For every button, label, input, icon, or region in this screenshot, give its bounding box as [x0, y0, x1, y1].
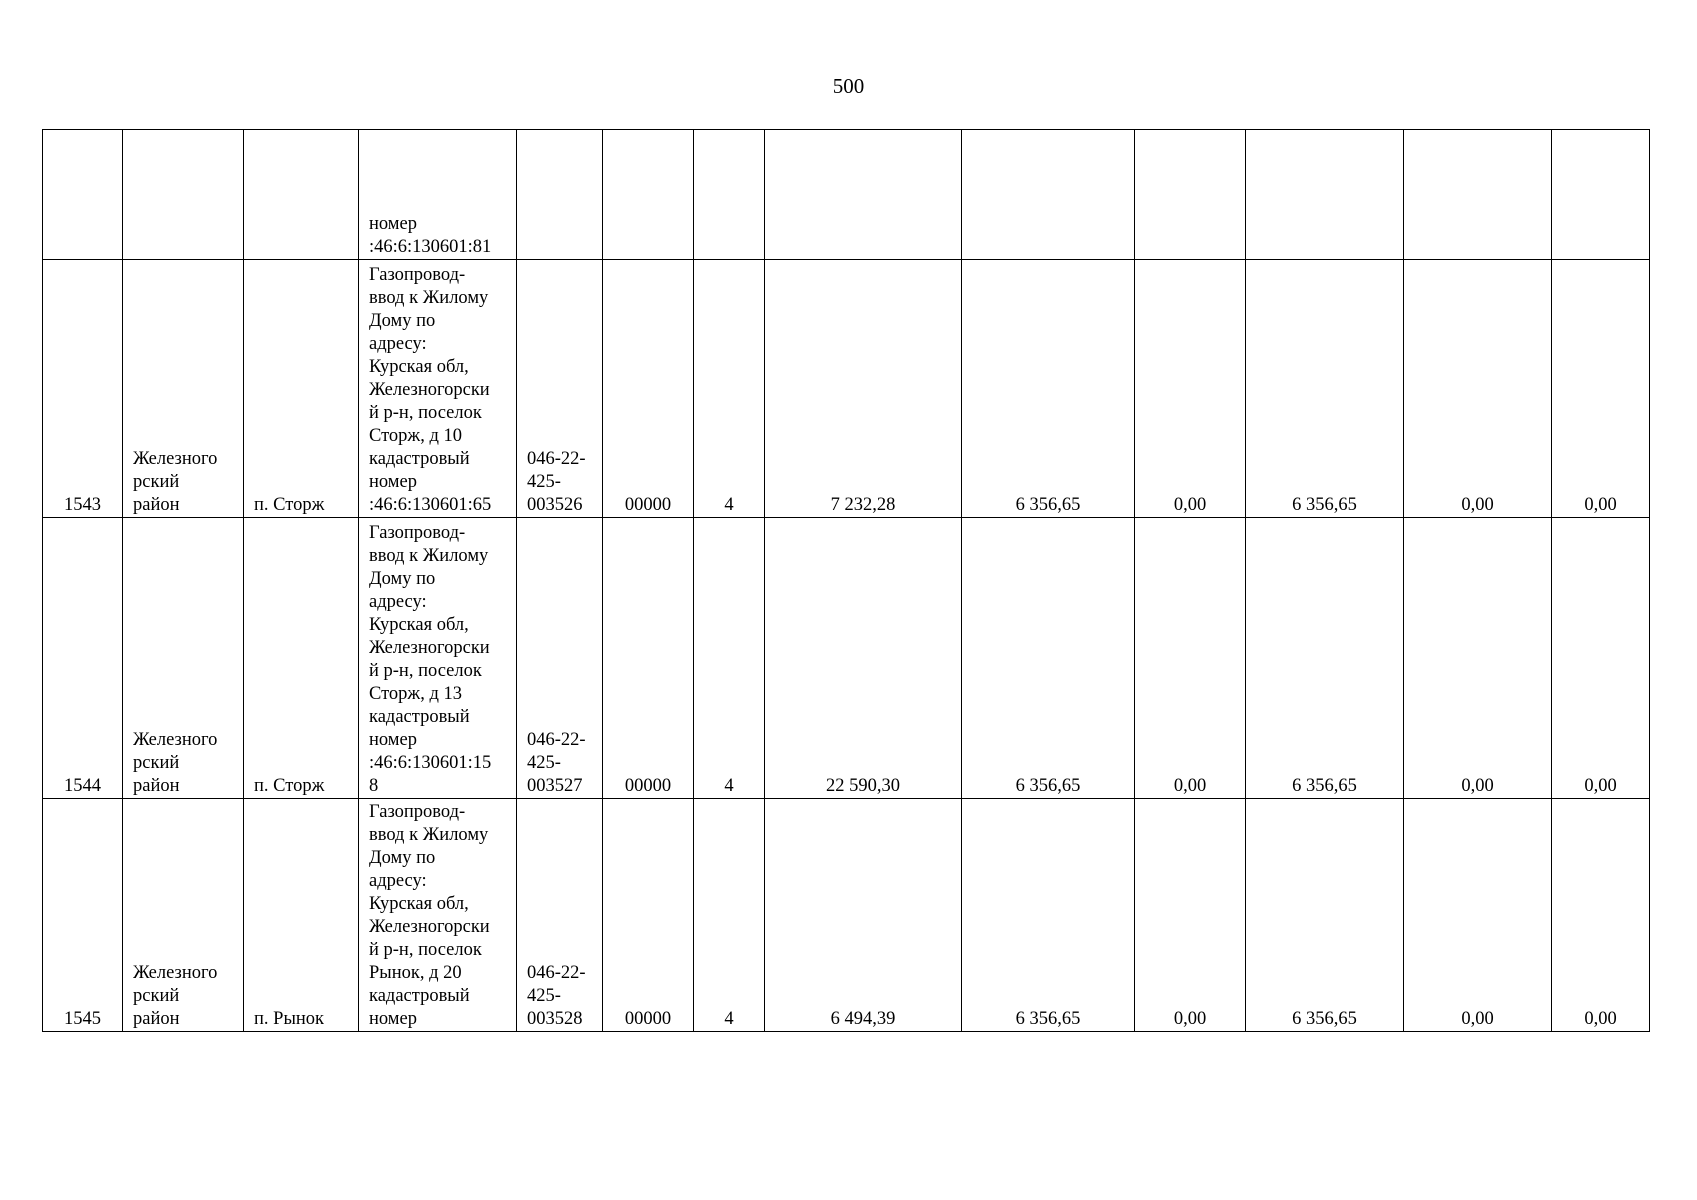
registry-code: 046-22- 425- 003528 [517, 799, 603, 1032]
inventory-number: 00000 [603, 260, 694, 518]
value-2: 6 356,65 [962, 799, 1135, 1032]
value-1: 7 232,28 [765, 260, 962, 518]
row-number: 1545 [43, 799, 123, 1032]
district: Железного рский район [123, 799, 244, 1032]
cell-name [359, 130, 517, 260]
row-number: 1544 [43, 518, 123, 799]
table-row-continued [43, 130, 1650, 260]
depreciation-group: 4 [694, 799, 765, 1032]
row-number: 1543 [43, 260, 123, 518]
value-3: 0,00 [1135, 799, 1246, 1032]
table-row [43, 260, 1650, 518]
registry-code: 046-22- 425- 003526 [517, 260, 603, 518]
value-1: 6 494,39 [765, 799, 962, 1032]
page-number: 500 [832, 74, 865, 98]
cell-num [43, 130, 123, 260]
inventory-number: 00000 [603, 799, 694, 1032]
value-5: 0,00 [1404, 260, 1552, 518]
cell-value-6 [1552, 130, 1650, 260]
inventory-number: 00000 [603, 518, 694, 799]
value-2: 6 356,65 [962, 518, 1135, 799]
district: Железного рский район [123, 260, 244, 518]
value-4: 6 356,65 [1246, 799, 1404, 1032]
table-row [43, 799, 1650, 1032]
district: Железного рский район [123, 518, 244, 799]
cell-locality [244, 130, 359, 260]
value-3: 0,00 [1135, 260, 1246, 518]
cell-inventory [603, 130, 694, 260]
cell-value-5 [1404, 130, 1552, 260]
locality: п. Сторж [244, 260, 359, 518]
object-name: Газопровод- ввод к Жилому Дому по адресу: Курская обл, Железногорски й р-н, поселок Сторж, д 13 кадастровый номер :46:6:130601:15 8 [359, 518, 517, 799]
value-6: 0,00 [1552, 518, 1650, 799]
registry-code: 046-22- 425- 003527 [517, 518, 603, 799]
value-5: 0,00 [1404, 518, 1552, 799]
cell-group [694, 130, 765, 260]
depreciation-group: 4 [694, 260, 765, 518]
cell-value-4 [1246, 130, 1404, 260]
value-5: 0,00 [1404, 799, 1552, 1032]
locality: п. Сторж [244, 518, 359, 799]
value-1: 22 590,30 [765, 518, 962, 799]
value-2: 6 356,65 [962, 260, 1135, 518]
locality: п. Рынок [244, 799, 359, 1032]
cell-value-2 [962, 130, 1135, 260]
depreciation-group: 4 [694, 518, 765, 799]
object-name: Газопровод- ввод к Жилому Дому по адресу: Курская обл, Железногорски й р-н, поселок Сторж, д 10 кадастровый номер :46:6:130601:65 [359, 260, 517, 518]
cell-value-1 [765, 130, 962, 260]
value-4: 6 356,65 [1246, 260, 1404, 518]
value-6: 0,00 [1552, 799, 1650, 1032]
cell-district [123, 130, 244, 260]
cell-value-3 [1135, 130, 1246, 260]
table-row [43, 518, 1650, 799]
cell-code [517, 130, 603, 260]
value-3: 0,00 [1135, 518, 1246, 799]
value-4: 6 356,65 [1246, 518, 1404, 799]
property-register-table [42, 129, 1650, 1032]
object-name: номер :46:6:130601:81 [369, 214, 492, 257]
object-name: Газопровод- ввод к Жилому Дому по адресу: Курская обл, Железногорски й р-н, поселок Рынок, д 20 кадастровый номер [359, 799, 517, 1032]
value-6: 0,00 [1552, 260, 1650, 518]
